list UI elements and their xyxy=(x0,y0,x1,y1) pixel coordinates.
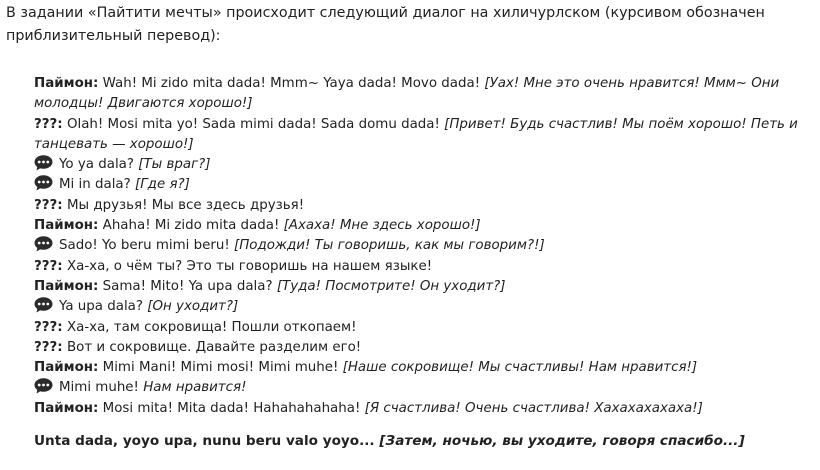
line-translation: [Подожди! Ты говоришь, как мы говорим?!] xyxy=(234,238,545,254)
line-translation: [Туда! Посмотрите! Он уходит?] xyxy=(276,278,506,294)
speaker-name: ???: xyxy=(34,116,63,132)
chat-bubble-icon xyxy=(34,236,53,252)
line-translation: [Где я?] xyxy=(135,177,190,193)
dialogue-line xyxy=(34,318,810,338)
dialogue-line xyxy=(34,257,810,277)
speaker-name: Паймон: xyxy=(34,400,99,416)
line-text: Mi in dala? xyxy=(59,177,131,193)
line-text: Ahaha! Mi zido mita dada! xyxy=(102,218,280,234)
dialogue-line xyxy=(34,277,810,297)
line-text: Ха-ха, о чём ты? Это ты говоришь на нашем языке! xyxy=(66,258,433,274)
speaker-name: Паймон: xyxy=(34,278,99,294)
dialogue-line xyxy=(34,74,810,115)
speaker-name: ???: xyxy=(34,319,63,335)
speaker-name: ???: xyxy=(34,339,63,355)
line-text: Mosi mita! Mita dada! Hahahahahaha! xyxy=(102,400,361,416)
line-text: Ya upa dala? xyxy=(59,299,143,315)
dialogue-line xyxy=(34,216,810,236)
line-translation: [Я счастлива! Очень счастлива! Хахахахахаха!] xyxy=(364,400,703,416)
closing-line xyxy=(34,431,810,451)
closing-line-translation: [Затем, ночью, вы уходите, говоря спасибо...] xyxy=(379,433,745,449)
dialogue-list xyxy=(34,74,810,419)
line-text: Ха-ха, там сокровища! Пошли откопаем! xyxy=(66,319,357,335)
chat-bubble-icon xyxy=(34,297,53,313)
line-text: Olah! Mosi mita yo! Sada mimi dada! Sada domu dada! xyxy=(66,116,440,132)
line-translation: [Привет! Будь счастлив! Мы поём хорошо! Петь и танцевать — хорошо!] xyxy=(34,116,798,152)
speaker-name: ???: xyxy=(34,197,63,213)
dialogue-line xyxy=(34,196,810,216)
speaker-name: Паймон: xyxy=(34,76,99,91)
chat-bubble-icon xyxy=(34,378,53,394)
line-text: Mimi muhe! xyxy=(59,380,139,396)
line-text: Wah! Mi zido mita dada! Mmm~ Yaya dada! Movo dada! xyxy=(102,76,481,91)
dialogue-line xyxy=(34,175,810,195)
line-translation: [Наше сокровище! Мы счастливы! Нам нравится!] xyxy=(342,360,698,376)
speaker-name: Паймон: xyxy=(34,360,99,376)
line-text: Sado! Yo beru mimi beru! xyxy=(59,238,230,254)
dialogue-line xyxy=(34,358,810,378)
chat-bubble-icon xyxy=(34,155,53,171)
dialogue-line xyxy=(34,378,810,398)
dialogue-line xyxy=(34,338,810,358)
speaker-name: ???: xyxy=(34,258,63,274)
dialogue-line xyxy=(34,297,810,317)
line-translation: [Ахаха! Мне здесь хорошо!] xyxy=(283,218,481,234)
chat-bubble-icon xyxy=(34,175,53,191)
dialogue-line xyxy=(34,155,810,175)
line-translation: [Уах! Мне это очень нравится! Ммм~ Они молодцы! Двигаются хорошо!] xyxy=(34,76,780,112)
dialogue-line xyxy=(34,115,810,156)
line-text: Mimi Mani! Mimi mosi! Mimi muhe! xyxy=(102,360,339,376)
line-text: Вот и сокровище. Давайте разделим его! xyxy=(66,339,362,355)
line-translation: Нам нравится! xyxy=(143,380,247,396)
closing-line-text: Unta dada, yoyo upa, nunu beru valo yoyo... xyxy=(34,433,375,449)
intro-paragraph: В задании «Пайтити мечты» происходит следующий диалог на хиличурлском (курсивом обозначен приблизительный перевод): xyxy=(6,5,765,44)
line-text: Yo ya dala? xyxy=(59,157,134,173)
line-text: Sama! Mito! Ya upa dala? xyxy=(102,278,273,294)
line-translation: [Он уходит?] xyxy=(147,299,239,315)
line-translation: [Ты враг?] xyxy=(138,157,211,173)
line-text: Мы друзья! Мы все здесь друзья! xyxy=(66,197,305,213)
speaker-name: Паймон: xyxy=(34,218,99,234)
dialogue-line xyxy=(34,399,810,419)
dialogue-line xyxy=(34,236,810,256)
